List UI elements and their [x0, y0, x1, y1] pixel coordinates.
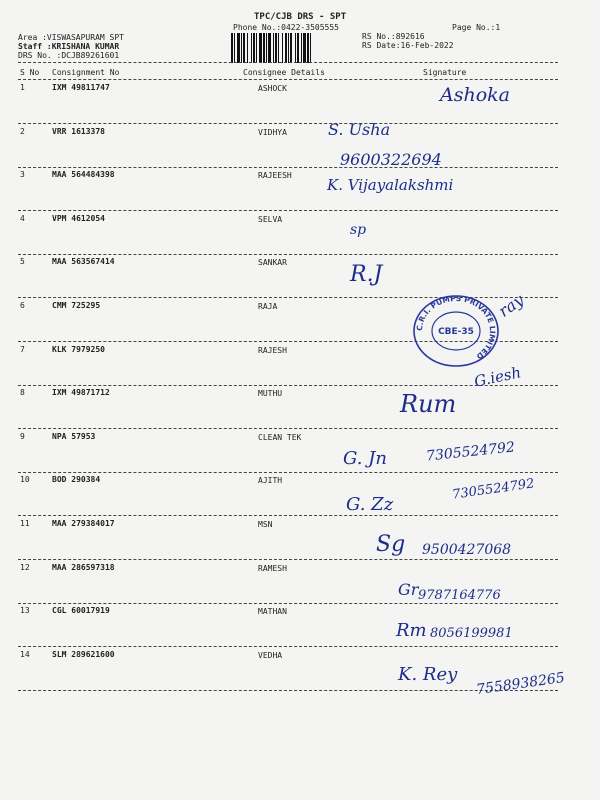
- row-sno: 8: [20, 388, 25, 398]
- row-consignee: MUTHU: [258, 389, 283, 399]
- row-divider: [18, 254, 558, 255]
- phone-number: Phone No.:0422-3505555: [233, 23, 339, 32]
- row-consignee: ASHOCK: [258, 84, 287, 93]
- signature-row-8: Rum: [400, 390, 457, 418]
- row-divider: [18, 167, 558, 168]
- signature-row-5: R.J: [350, 262, 383, 287]
- row-consignment-no: MAA 563567414: [52, 257, 115, 267]
- row-consignee: RAJA: [258, 302, 278, 311]
- row-consignee: MSN: [258, 520, 273, 529]
- area-label: Area :VISWASAPURAM SPT: [18, 33, 124, 42]
- row-sno: 13: [20, 606, 30, 616]
- row-sno: 4: [20, 213, 25, 223]
- row-consignee: CLEAN TEK: [258, 432, 302, 442]
- row-sno: 2: [20, 126, 25, 136]
- row-consignment-no: MAA 279384017: [52, 519, 115, 528]
- row-sno: 3: [20, 170, 25, 180]
- row-consignee: RAJESH: [258, 345, 287, 355]
- rs-number: RS No.:892616: [362, 32, 425, 41]
- signature-row-4: sp: [350, 222, 367, 238]
- signature-row-1: Ashoka: [440, 84, 510, 106]
- signature-row-6: ray: [494, 290, 528, 321]
- rs-date: RS Date:16-Feb-2022: [362, 41, 454, 50]
- row-consignment-no: VRR 1613378: [52, 126, 105, 136]
- signature-row-12: Gr: [398, 580, 419, 599]
- col-sno-heading: S No: [20, 68, 40, 77]
- signature-phone-row-9: 7305524792: [425, 439, 516, 465]
- row-divider: [18, 428, 558, 429]
- signature-phone-row-13: 8056199981: [430, 626, 513, 641]
- row-sno: 5: [20, 257, 25, 267]
- col-signature-heading: Signature: [423, 68, 467, 77]
- row-consignment-no: KLK 7979250: [52, 344, 105, 354]
- row-consignee: RAMESH: [258, 563, 287, 573]
- signature-phone-row-14: 7558938265: [475, 669, 566, 699]
- row-consignment-no: CGL 60017919: [52, 606, 110, 616]
- row-consignment-no: CMM 725295: [52, 301, 101, 310]
- row-consignment-no: IXM 49871712: [52, 388, 110, 398]
- row-consignee: SELVA: [258, 214, 283, 224]
- row-consignment-no: BOD 290384: [52, 475, 101, 485]
- signature-phone-row-2: 9600322694: [340, 150, 442, 169]
- row-divider: [18, 472, 558, 473]
- row-sno: 9: [20, 431, 25, 441]
- row-consignee: RAJEESH: [258, 171, 292, 181]
- row-consignee: MATHAN: [258, 607, 287, 617]
- row-consignment-no: IXM 49811747: [52, 83, 110, 92]
- row-sno: 7: [20, 344, 25, 354]
- signature-phone-row-11: 9500427068: [422, 542, 512, 558]
- row-divider: [18, 515, 558, 516]
- row-sno: 1: [20, 83, 25, 92]
- row-consignment-no: VPM 4612054: [52, 213, 105, 223]
- header-divider-top: [18, 62, 558, 63]
- row-divider: [18, 210, 558, 211]
- signature-row-10: G. Zz: [346, 494, 394, 515]
- row-consignee: AJITH: [258, 476, 283, 486]
- page-number: Page No.:1: [452, 23, 501, 32]
- signature-name-row-2: S. Usha: [328, 120, 391, 139]
- row-consignment-no: SLM 289621600: [52, 649, 115, 659]
- col-consignment-heading: Consignment No: [52, 68, 120, 77]
- signature-name-row-3: K. Vijayalakshmi: [327, 176, 454, 194]
- row-divider: [18, 559, 558, 560]
- row-sno: 11: [20, 519, 30, 528]
- signature-phone-row-10: 7305524792: [451, 476, 536, 503]
- row-sno: 10: [20, 475, 30, 485]
- row-sno: 6: [20, 301, 25, 310]
- signature-row-14: K. Rey: [398, 664, 458, 685]
- row-consignee: VEDHA: [258, 650, 283, 660]
- sheet-title: TPC/CJB DRS - SPT: [254, 12, 347, 22]
- row-consignment-no: MAA 564484398: [52, 170, 115, 180]
- signature-row-7: G.iesh: [472, 363, 523, 391]
- company-stamp: [412, 294, 500, 368]
- row-consignee: SANKAR: [258, 258, 287, 268]
- stamp-ring-text: C.R.I. PUMPS PRIVATE LIMITED: [414, 294, 498, 362]
- row-sno: 12: [20, 562, 30, 572]
- signature-row-11: Sg: [376, 532, 406, 557]
- row-consignment-no: NPA 57953: [52, 431, 96, 441]
- barcode: [231, 33, 357, 63]
- row-consignee: VIDHYA: [258, 127, 287, 137]
- drs-number: DRS No. :DCJB89261601: [18, 51, 120, 60]
- row-sno: 14: [20, 649, 30, 659]
- row-divider: [18, 646, 558, 647]
- row-divider: [18, 123, 558, 124]
- staff-label: Staff :KRISHANA KUMAR: [18, 42, 120, 51]
- row-consignment-no: MAA 286597318: [52, 562, 115, 572]
- signature-row-9: G. Jn: [343, 448, 387, 469]
- col-consignee-heading: Consignee Details: [243, 68, 325, 77]
- signature-phone-row-12: 9787164776: [418, 588, 501, 603]
- header-divider-bottom: [18, 79, 558, 80]
- signature-row-13: Rm: [396, 620, 427, 641]
- stamp-center-text: CBE-35: [438, 327, 474, 337]
